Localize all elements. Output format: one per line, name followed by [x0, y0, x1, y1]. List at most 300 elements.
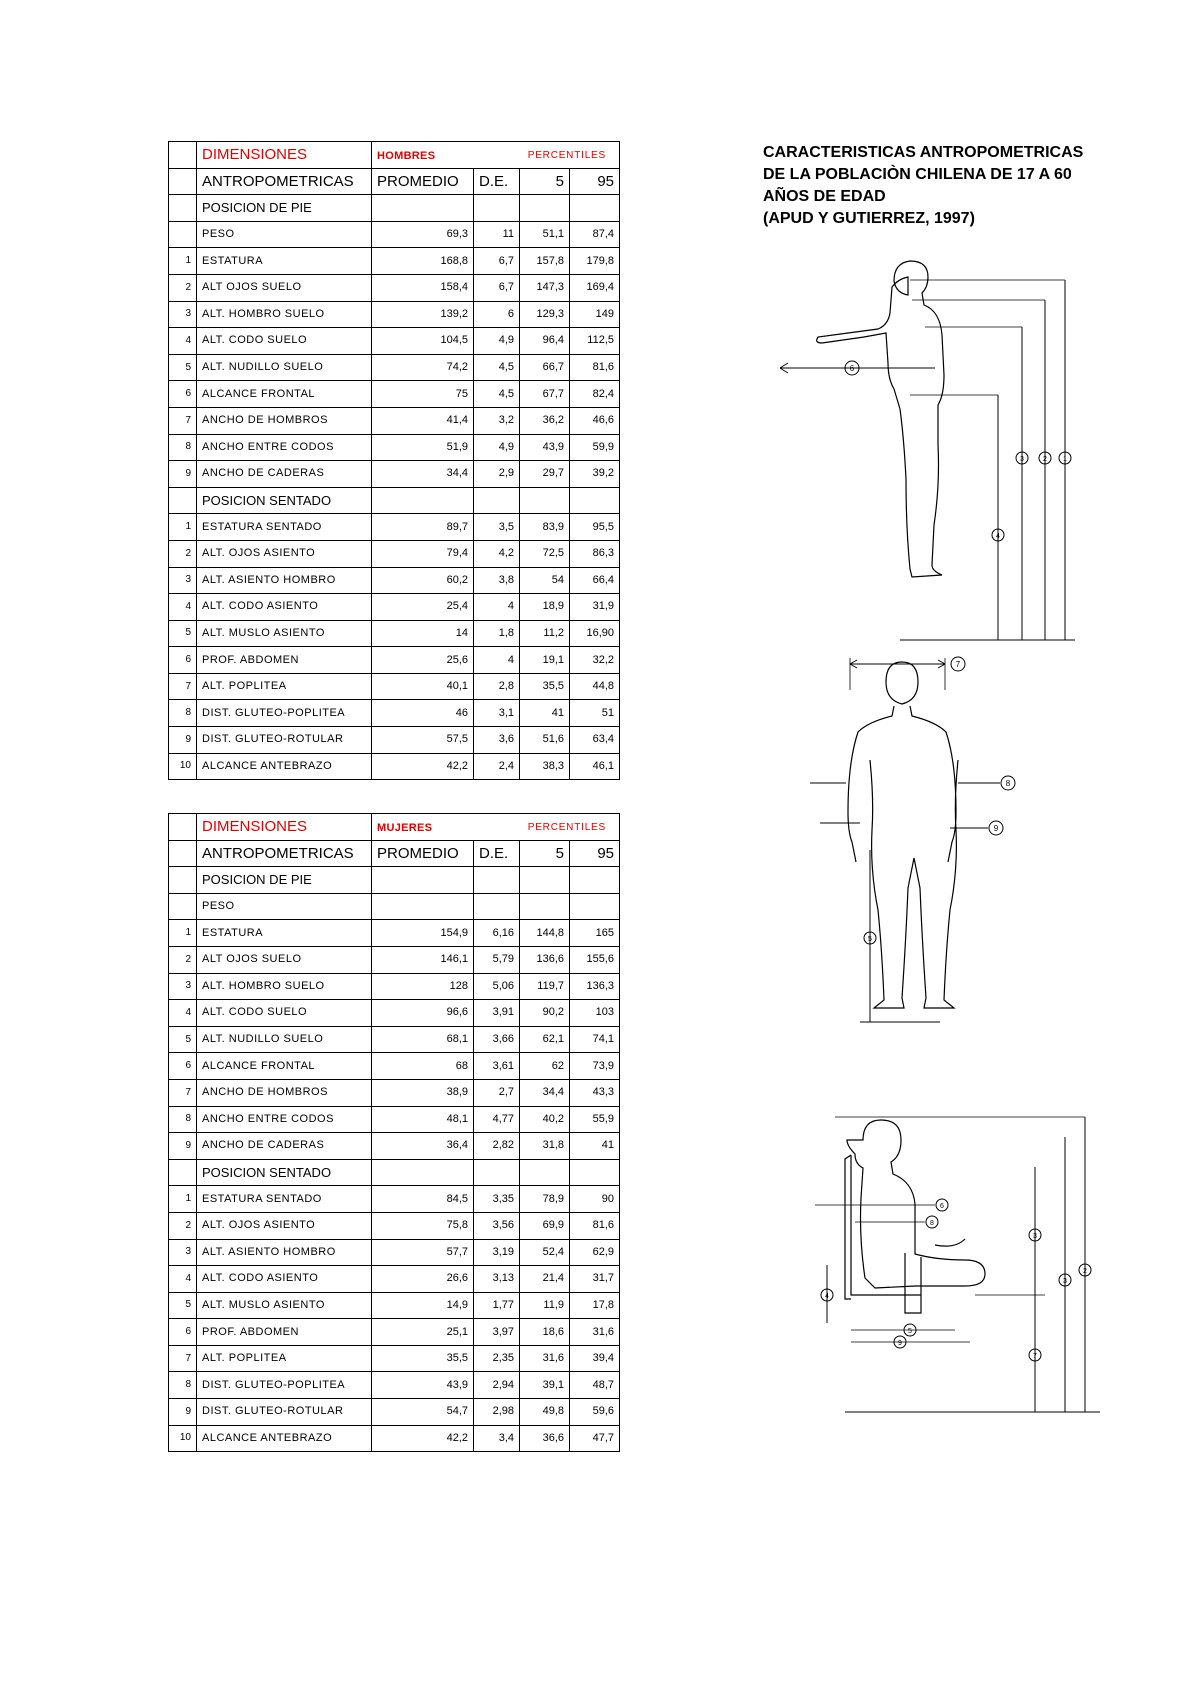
empty-cell: [372, 867, 474, 894]
row-p95: 149: [570, 301, 620, 328]
men-dimensions-table: [168, 141, 620, 780]
document-title: [763, 142, 1083, 230]
row-promedio: 68,1: [372, 1026, 474, 1053]
row-p95: 81,6: [570, 1212, 620, 1239]
row-p95: 82,4: [570, 381, 620, 408]
row-de: 3,61: [474, 1053, 520, 1080]
header-index-cell: [169, 142, 197, 169]
row-label: ALT. CODO SUELO: [197, 1000, 372, 1027]
table-subheader-row: [169, 168, 620, 195]
row-label: ANCHO ENTRE CODOS: [197, 1106, 372, 1133]
row-p5: 18,6: [520, 1319, 570, 1346]
row-index: 6: [169, 647, 197, 674]
row-label: PESO: [197, 893, 372, 920]
row-label: ALT. CODO SUELO: [197, 328, 372, 355]
row-index: 5: [169, 1026, 197, 1053]
row-p95: 169,4: [570, 274, 620, 301]
row-label: ALT OJOS SUELO: [197, 274, 372, 301]
table-header-row: [169, 814, 620, 841]
row-p95: 95,5: [570, 514, 620, 541]
header-de: D.E.: [474, 840, 520, 867]
empty-cell: [474, 195, 520, 222]
row-label: ALT. MUSLO ASIENTO: [197, 620, 372, 647]
row-index: 5: [169, 354, 197, 381]
row-de: 3,56: [474, 1212, 520, 1239]
row-promedio: 42,2: [372, 1425, 474, 1452]
row-label: ALT. OJOS ASIENTO: [197, 1212, 372, 1239]
row-p5: 144,8: [520, 920, 570, 947]
row-label: ALCANCE ANTEBRAZO: [197, 753, 372, 780]
row-label: ANCHO DE CADERAS: [197, 461, 372, 488]
row-de: 3,4: [474, 1425, 520, 1452]
row-index: 6: [169, 1053, 197, 1080]
row-de: 6: [474, 301, 520, 328]
row-promedio: 41,4: [372, 407, 474, 434]
dim-label: 3: [1033, 1233, 1037, 1240]
row-p95: 90: [570, 1186, 620, 1213]
row-p95: 73,9: [570, 1053, 620, 1080]
table-row: [169, 354, 620, 381]
section-row: [169, 867, 620, 894]
empty-cell: [474, 487, 520, 514]
row-label: ALT. ASIENTO HOMBRO: [197, 1239, 372, 1266]
row-de: 3,8: [474, 567, 520, 594]
table-row: [169, 1026, 620, 1053]
dim-label: 3: [1063, 1278, 1067, 1285]
row-index: 1: [169, 920, 197, 947]
table-row: [169, 274, 620, 301]
dim-label: 9: [898, 1340, 902, 1347]
section-row: [169, 195, 620, 222]
dim-label: 4: [996, 533, 1000, 540]
table-row: [169, 434, 620, 461]
empty-cell: [570, 487, 620, 514]
row-p5: 62,1: [520, 1026, 570, 1053]
row-promedio: 60,2: [372, 567, 474, 594]
row-de: 4,9: [474, 434, 520, 461]
row-label: DIST. GLUTEO-ROTULAR: [197, 727, 372, 754]
row-p95: 74,1: [570, 1026, 620, 1053]
row-p95: 32,2: [570, 647, 620, 674]
row-label: ANCHO DE HOMBROS: [197, 1079, 372, 1106]
row-p5: 18,9: [520, 594, 570, 621]
front-body-outline: [848, 662, 958, 1008]
row-p5: 40,2: [520, 1106, 570, 1133]
row-promedio: 25,6: [372, 647, 474, 674]
table-row: [169, 381, 620, 408]
table-row: [169, 301, 620, 328]
row-index: [169, 893, 197, 920]
standing-side-figure: [760, 255, 1090, 645]
row-de: 2,94: [474, 1372, 520, 1399]
row-promedio: 75: [372, 381, 474, 408]
dim-label: 3: [1020, 456, 1024, 463]
row-index: 3: [169, 567, 197, 594]
header-anthropometric: ANTROPOMETRICAS: [197, 168, 372, 195]
row-label: ALT. CODO ASIENTO: [197, 1266, 372, 1293]
header-anthropometric: ANTROPOMETRICAS: [197, 840, 372, 867]
row-promedio: 38,9: [372, 1079, 474, 1106]
dim-label: 5: [868, 936, 872, 943]
empty-cell: [520, 867, 570, 894]
title-line: CARACTERISTICAS ANTROPOMETRICAS: [763, 144, 1084, 161]
seated-side-figure: [815, 1115, 1105, 1425]
row-index: 7: [169, 407, 197, 434]
table-row: [169, 620, 620, 647]
empty-cell: [570, 867, 620, 894]
row-p5: 69,9: [520, 1212, 570, 1239]
dim-label: 2: [1043, 456, 1047, 463]
row-p95: 31,6: [570, 1319, 620, 1346]
row-label: PESO: [197, 221, 372, 248]
header-p5: 5: [520, 840, 570, 867]
empty-cell: [474, 867, 520, 894]
row-promedio: 68: [372, 1053, 474, 1080]
title-line: (APUD Y GUTIERREZ, 1997): [763, 210, 975, 227]
row-p5: 35,5: [520, 673, 570, 700]
row-p95: 81,6: [570, 354, 620, 381]
empty-cell: [570, 1159, 620, 1186]
empty-cell: [520, 1159, 570, 1186]
row-de: 2,9: [474, 461, 520, 488]
row-promedio: 146,1: [372, 946, 474, 973]
table-row: [169, 753, 620, 780]
row-label: ALT. HOMBRO SUELO: [197, 301, 372, 328]
row-index: 9: [169, 461, 197, 488]
row-p5: 52,4: [520, 1239, 570, 1266]
row-promedio: 74,2: [372, 354, 474, 381]
row-label: ALT. POPLITEA: [197, 673, 372, 700]
row-de: 4: [474, 647, 520, 674]
row-de: 3,5: [474, 514, 520, 541]
percentiles-label: PERCENTILES: [527, 149, 606, 161]
row-label: DIST. GLUTEO-ROTULAR: [197, 1399, 372, 1426]
row-promedio: 46: [372, 700, 474, 727]
row-promedio: 36,4: [372, 1133, 474, 1160]
row-label: ESTATURA SENTADO: [197, 1186, 372, 1213]
row-p5: 51,6: [520, 727, 570, 754]
header-promedio: PROMEDIO: [372, 168, 474, 195]
row-p5: 90,2: [520, 1000, 570, 1027]
row-p95: 47,7: [570, 1425, 620, 1452]
row-index: 8: [169, 434, 197, 461]
row-label: ALCANCE FRONTAL: [197, 1053, 372, 1080]
row-promedio: 35,5: [372, 1345, 474, 1372]
row-de: 6,16: [474, 920, 520, 947]
row-promedio: 42,2: [372, 753, 474, 780]
table-row: [169, 673, 620, 700]
row-promedio: 139,2: [372, 301, 474, 328]
header-promedio: PROMEDIO: [372, 840, 474, 867]
row-de: 3,19: [474, 1239, 520, 1266]
row-label: ANCHO ENTRE CODOS: [197, 434, 372, 461]
row-de: 3,66: [474, 1026, 520, 1053]
row-p95: 66,4: [570, 567, 620, 594]
row-p95: 39,4: [570, 1345, 620, 1372]
section-seated-label: POSICION SENTADO: [197, 1159, 372, 1186]
table-row: [169, 1212, 620, 1239]
row-index: 4: [169, 328, 197, 355]
row-label: ALT. POPLITEA: [197, 1345, 372, 1372]
row-index: 4: [169, 1000, 197, 1027]
table-row: [169, 1106, 620, 1133]
empty-cell: [372, 487, 474, 514]
row-p5: 11,9: [520, 1292, 570, 1319]
row-index: 3: [169, 301, 197, 328]
row-de: 6,7: [474, 274, 520, 301]
row-de: 4,9: [474, 328, 520, 355]
row-p95: 31,9: [570, 594, 620, 621]
row-index: 3: [169, 973, 197, 1000]
row-p95: 46,1: [570, 753, 620, 780]
row-promedio: 14: [372, 620, 474, 647]
row-de: 2,82: [474, 1133, 520, 1160]
row-p95: 48,7: [570, 1372, 620, 1399]
row-p5: 72,5: [520, 540, 570, 567]
row-promedio: 154,9: [372, 920, 474, 947]
row-promedio: 25,1: [372, 1319, 474, 1346]
row-label: DIST. GLUTEO-POPLITEA: [197, 700, 372, 727]
row-p5: 36,2: [520, 407, 570, 434]
empty-cell: [474, 1159, 520, 1186]
row-index: [169, 221, 197, 248]
row-p5: 43,9: [520, 434, 570, 461]
table-row: [169, 700, 620, 727]
table-subheader-row: [169, 840, 620, 867]
row-p95: 112,5: [570, 328, 620, 355]
row-p95: 87,4: [570, 221, 620, 248]
row-de: 3,2: [474, 407, 520, 434]
row-index: 9: [169, 1133, 197, 1160]
row-de: 3,35: [474, 1186, 520, 1213]
row-de: 3,13: [474, 1266, 520, 1293]
row-index: 5: [169, 1292, 197, 1319]
row-p95: 136,3: [570, 973, 620, 1000]
row-p5: 34,4: [520, 1079, 570, 1106]
row-p95: 59,6: [570, 1399, 620, 1426]
row-label: ALT. OJOS ASIENTO: [197, 540, 372, 567]
row-p5: 78,9: [520, 1186, 570, 1213]
row-index: 6: [169, 1319, 197, 1346]
row-p5: 119,7: [520, 973, 570, 1000]
row-label: ALT. MUSLO ASIENTO: [197, 1292, 372, 1319]
table-row: [169, 567, 620, 594]
row-promedio: 26,6: [372, 1266, 474, 1293]
section-row: [169, 1159, 620, 1186]
row-label: ALT. ASIENTO HOMBRO: [197, 567, 372, 594]
row-de: 3,97: [474, 1319, 520, 1346]
dim-label: 1: [1063, 456, 1067, 463]
table-row: [169, 221, 620, 248]
table-row: [169, 893, 620, 920]
standing-front-figure: [810, 650, 1070, 1030]
row-p5: 136,6: [520, 946, 570, 973]
row-promedio: 34,4: [372, 461, 474, 488]
row-p95: 41: [570, 1133, 620, 1160]
row-p5: 31,8: [520, 1133, 570, 1160]
row-p95: 59,9: [570, 434, 620, 461]
dim-label: 7: [1033, 1353, 1037, 1360]
row-promedio: 158,4: [372, 274, 474, 301]
row-index: 8: [169, 1372, 197, 1399]
table-row: [169, 594, 620, 621]
row-p5: [520, 893, 570, 920]
table-row: [169, 407, 620, 434]
table-row: [169, 248, 620, 275]
section-index-cell: [169, 867, 197, 894]
row-promedio: 43,9: [372, 1372, 474, 1399]
seated-body-outline: [847, 1120, 985, 1313]
row-index: 4: [169, 594, 197, 621]
header-group-cell: [372, 142, 620, 169]
row-p95: 55,9: [570, 1106, 620, 1133]
empty-cell: [520, 195, 570, 222]
row-label: PROF. ABDOMEN: [197, 1319, 372, 1346]
row-label: ALCANCE FRONTAL: [197, 381, 372, 408]
row-p95: 31,7: [570, 1266, 620, 1293]
row-p5: 83,9: [520, 514, 570, 541]
row-p95: 16,90: [570, 620, 620, 647]
dim-label: 8: [1005, 779, 1011, 788]
row-index: 2: [169, 1212, 197, 1239]
row-promedio: 75,8: [372, 1212, 474, 1239]
row-promedio: 57,5: [372, 727, 474, 754]
empty-cell: [372, 195, 474, 222]
section-seated-label: POSICION SENTADO: [197, 487, 372, 514]
table-row: [169, 920, 620, 947]
row-p5: 129,3: [520, 301, 570, 328]
row-promedio: 25,4: [372, 594, 474, 621]
table-row: [169, 1425, 620, 1452]
section-standing-label: POSICION DE PIE: [197, 195, 372, 222]
row-p5: 54: [520, 567, 570, 594]
row-p95: 155,6: [570, 946, 620, 973]
row-index: 2: [169, 946, 197, 973]
row-p5: 147,3: [520, 274, 570, 301]
row-promedio: 89,7: [372, 514, 474, 541]
empty-cell: [520, 487, 570, 514]
row-de: 5,79: [474, 946, 520, 973]
row-p5: 31,6: [520, 1345, 570, 1372]
table-row: [169, 1079, 620, 1106]
row-p5: 157,8: [520, 248, 570, 275]
dim-label: 5: [908, 1328, 912, 1335]
row-index: 2: [169, 274, 197, 301]
table-row: [169, 1000, 620, 1027]
row-p5: 36,6: [520, 1425, 570, 1452]
row-p5: 19,1: [520, 647, 570, 674]
row-de: [474, 893, 520, 920]
row-de: 11: [474, 221, 520, 248]
section-row: [169, 487, 620, 514]
empty-cell: [372, 1159, 474, 1186]
subheader-index-cell: [169, 840, 197, 867]
title-line: AÑOS DE EDAD: [763, 188, 886, 205]
table-row: [169, 1186, 620, 1213]
dim-label: 4: [825, 1293, 829, 1300]
table-row: [169, 1239, 620, 1266]
header-de: D.E.: [474, 168, 520, 195]
row-de: 4: [474, 594, 520, 621]
dim-label: 7: [955, 660, 961, 669]
row-index: 3: [169, 1239, 197, 1266]
section-index-cell: [169, 195, 197, 222]
row-promedio: 168,8: [372, 248, 474, 275]
row-index: 10: [169, 753, 197, 780]
table-row: [169, 647, 620, 674]
table-row: [169, 328, 620, 355]
row-p95: 63,4: [570, 727, 620, 754]
row-p95: 179,8: [570, 248, 620, 275]
row-p95: [570, 893, 620, 920]
row-p95: 51: [570, 700, 620, 727]
row-de: 2,8: [474, 673, 520, 700]
table-row: [169, 1345, 620, 1372]
header-group-cell: [372, 814, 620, 841]
row-index: 10: [169, 1425, 197, 1452]
row-p5: 38,3: [520, 753, 570, 780]
row-promedio: 14,9: [372, 1292, 474, 1319]
row-index: 9: [169, 1399, 197, 1426]
row-label: PROF. ABDOMEN: [197, 647, 372, 674]
table-row: [169, 946, 620, 973]
row-de: 1,77: [474, 1292, 520, 1319]
women-dimensions-table: [168, 813, 620, 1452]
header-index-cell: [169, 814, 197, 841]
section-standing-label: POSICION DE PIE: [197, 867, 372, 894]
row-p95: 43,3: [570, 1079, 620, 1106]
row-de: 4,77: [474, 1106, 520, 1133]
row-p5: 66,7: [520, 354, 570, 381]
row-promedio: 79,4: [372, 540, 474, 567]
row-p5: 11,2: [520, 620, 570, 647]
table-row: [169, 727, 620, 754]
row-label: DIST. GLUTEO-POPLITEA: [197, 1372, 372, 1399]
row-index: 7: [169, 673, 197, 700]
row-label: ALT. CODO ASIENTO: [197, 594, 372, 621]
dim-label: 9: [993, 824, 999, 833]
table-row: [169, 1292, 620, 1319]
row-p5: 49,8: [520, 1399, 570, 1426]
table-row: [169, 1266, 620, 1293]
row-promedio: 128: [372, 973, 474, 1000]
row-de: 2,4: [474, 753, 520, 780]
row-de: 1,8: [474, 620, 520, 647]
row-p95: 46,6: [570, 407, 620, 434]
row-promedio: 96,6: [372, 1000, 474, 1027]
row-de: 2,98: [474, 1399, 520, 1426]
row-de: 4,5: [474, 354, 520, 381]
row-p5: 51,1: [520, 221, 570, 248]
side-body-outline: [817, 261, 944, 577]
row-p95: 103: [570, 1000, 620, 1027]
row-promedio: 104,5: [372, 328, 474, 355]
section-index-cell: [169, 1159, 197, 1186]
row-de: 4,2: [474, 540, 520, 567]
table-header-row: [169, 142, 620, 169]
header-dimensions: DIMENSIONES: [197, 814, 372, 841]
row-index: 5: [169, 620, 197, 647]
row-de: 3,1: [474, 700, 520, 727]
row-de: 3,6: [474, 727, 520, 754]
row-index: 1: [169, 1186, 197, 1213]
table-row: [169, 1053, 620, 1080]
row-label: ALT. NUDILLO SUELO: [197, 1026, 372, 1053]
table-row: [169, 973, 620, 1000]
dim-label: 8: [930, 1220, 934, 1227]
row-label: ANCHO DE CADERAS: [197, 1133, 372, 1160]
row-de: 3,91: [474, 1000, 520, 1027]
